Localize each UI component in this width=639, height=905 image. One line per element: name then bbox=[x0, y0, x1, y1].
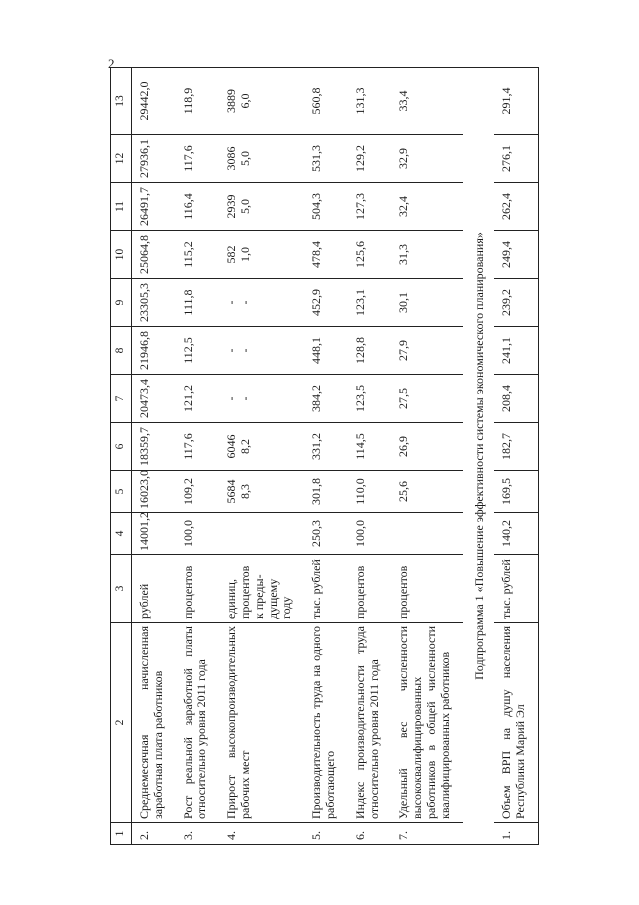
value-cell bbox=[219, 423, 304, 471]
unit: единиц, процентов к преды-дущему году bbox=[219, 555, 304, 623]
unit: процентов bbox=[348, 555, 392, 623]
indicators-table bbox=[110, 67, 539, 845]
row-number: 3. bbox=[176, 823, 220, 845]
indicator-name: Производительность труда на одного работающего bbox=[304, 623, 348, 823]
table-row bbox=[132, 68, 176, 845]
indicator-name: Прирост высокопроизводительных рабочих мест bbox=[219, 623, 304, 823]
value-cell bbox=[219, 375, 304, 423]
row-number: 4. bbox=[219, 823, 304, 845]
value-percent: - bbox=[237, 300, 252, 305]
value-cell: 25,6 bbox=[391, 471, 462, 513]
value-cell bbox=[219, 135, 304, 183]
value-units: 582 bbox=[224, 245, 239, 264]
value-cell bbox=[219, 279, 304, 327]
row-number: 1. bbox=[494, 823, 538, 845]
value-cell: 27,9 bbox=[391, 327, 462, 375]
value-cell: 129,2 bbox=[348, 135, 392, 183]
header-cell: 11 bbox=[111, 183, 132, 231]
value-cell: 331,2 bbox=[304, 423, 348, 471]
value-cell: 32,9 bbox=[391, 135, 462, 183]
value-cell: 291,4 bbox=[494, 68, 538, 135]
header-cell: 9 bbox=[111, 279, 132, 327]
value-cell: 109,2 bbox=[176, 471, 220, 513]
value-cell: 30,1 bbox=[391, 279, 462, 327]
header-cell: 10 bbox=[111, 231, 132, 279]
value-cell: 25064,8 bbox=[132, 231, 176, 279]
value-units: 3889 bbox=[224, 89, 239, 113]
header-cell: 7 bbox=[111, 375, 132, 423]
table-row bbox=[304, 68, 348, 845]
value-units: - bbox=[224, 348, 239, 353]
value-percent: 5,0 bbox=[237, 151, 252, 166]
header-cell: 5 bbox=[111, 471, 132, 513]
value-cell: 239,2 bbox=[494, 279, 538, 327]
value-cell bbox=[219, 471, 304, 513]
header-cell: 8 bbox=[111, 327, 132, 375]
value-cell: 112,5 bbox=[176, 327, 220, 375]
value-units: 6046 bbox=[224, 434, 239, 459]
value-cell: 123,5 bbox=[348, 375, 392, 423]
table-row bbox=[219, 68, 304, 845]
row-number: 7. bbox=[391, 823, 462, 845]
value-percent: 8,2 bbox=[237, 439, 252, 454]
value-units: 5684 bbox=[224, 479, 239, 504]
value-cell: 26,9 bbox=[391, 423, 462, 471]
indicator-name: Среднемесячная начисленная заработная плата работников bbox=[132, 623, 176, 823]
value-cell: 117,6 bbox=[176, 423, 220, 471]
value-cell bbox=[219, 183, 304, 231]
value-cell: 27936,1 bbox=[132, 135, 176, 183]
value-cell: 241,1 bbox=[494, 327, 538, 375]
value-cell: 116,4 bbox=[176, 183, 220, 231]
unit: рублей bbox=[132, 555, 176, 623]
unit: процентов bbox=[391, 555, 462, 623]
value-cell: 21946,8 bbox=[132, 327, 176, 375]
value-cell: 478,4 bbox=[304, 231, 348, 279]
value-cell: 121,2 bbox=[176, 375, 220, 423]
header-cell: 13 bbox=[111, 68, 132, 135]
value-cell bbox=[219, 68, 304, 135]
value-cell: 531,3 bbox=[304, 135, 348, 183]
value-cell: 182,7 bbox=[494, 423, 538, 471]
indicator-name: Объем ВРП на душу населения Республики Марий Эл bbox=[494, 623, 538, 823]
value-cell: 23305,3 bbox=[132, 279, 176, 327]
value-cell bbox=[391, 513, 462, 555]
value-cell: 128,8 bbox=[348, 327, 392, 375]
header-cell: 12 bbox=[111, 135, 132, 183]
value-cell: 33,4 bbox=[391, 68, 462, 135]
value-cell: 14001,2 bbox=[132, 513, 176, 555]
header-cell: 2 bbox=[111, 623, 132, 823]
value-percent: - bbox=[237, 348, 252, 353]
indicator-name: Индекс производительности труда относительно уровня 2011 года bbox=[348, 623, 392, 823]
header-cell: 6 bbox=[111, 423, 132, 471]
value-cell: 140,2 bbox=[494, 513, 538, 555]
value-cell: 504,3 bbox=[304, 183, 348, 231]
row-number: 5. bbox=[304, 823, 348, 845]
value-cell bbox=[219, 231, 304, 279]
unit: процентов bbox=[176, 555, 220, 623]
value-cell: 20473,4 bbox=[132, 375, 176, 423]
rotated-table-area bbox=[110, 0, 610, 845]
header-cell: 3 bbox=[111, 555, 132, 623]
page-number: 2 bbox=[108, 56, 115, 71]
value-units: - bbox=[224, 396, 239, 401]
value-cell: 262,4 bbox=[494, 183, 538, 231]
value-cell: 117,6 bbox=[176, 135, 220, 183]
value-cell: 250,3 bbox=[304, 513, 348, 555]
value-cell: 31,3 bbox=[391, 231, 462, 279]
indicator-name: Рост реальной заработной платы относительно уровня 2011 года bbox=[176, 623, 220, 823]
value-cell: 169,5 bbox=[494, 471, 538, 513]
value-cell: 131,3 bbox=[348, 68, 392, 135]
value-cell: 249,4 bbox=[494, 231, 538, 279]
value-percent: 6,0 bbox=[237, 93, 252, 109]
subprogram-row bbox=[463, 68, 495, 845]
value-cell: 32,4 bbox=[391, 183, 462, 231]
value-cell: 448,1 bbox=[304, 327, 348, 375]
value-cell: 452,9 bbox=[304, 279, 348, 327]
value-cell: 125,6 bbox=[348, 231, 392, 279]
value-cell: 100,0 bbox=[176, 513, 220, 555]
header-cell: 1 bbox=[111, 823, 132, 845]
value-cell: 110,0 bbox=[348, 471, 392, 513]
value-cell: 127,3 bbox=[348, 183, 392, 231]
unit: тыс. рублей bbox=[494, 555, 538, 623]
value-cell: 111,8 bbox=[176, 279, 220, 327]
value-percent: 1,0 bbox=[237, 247, 252, 262]
value-units: 3086 bbox=[224, 146, 239, 171]
header-cell: 4 bbox=[111, 513, 132, 555]
value-cell: 276,1 bbox=[494, 135, 538, 183]
table-row bbox=[494, 68, 538, 845]
value-cell: 118,9 bbox=[176, 68, 220, 135]
value-cell: 29442,0 bbox=[132, 68, 176, 135]
value-cell: 114,5 bbox=[348, 423, 392, 471]
value-cell: 26491,7 bbox=[132, 183, 176, 231]
value-percent: - bbox=[237, 396, 252, 401]
table-row bbox=[176, 68, 220, 845]
value-cell: 301,8 bbox=[304, 471, 348, 513]
value-cell: 100,0 bbox=[348, 513, 392, 555]
value-cell: 115,2 bbox=[176, 231, 220, 279]
row-number: 6. bbox=[348, 823, 392, 845]
value-percent: 8,3 bbox=[237, 484, 252, 499]
value-cell: 123,1 bbox=[348, 279, 392, 327]
value-cell bbox=[219, 327, 304, 375]
subprogram-heading: Подпрограмма 1 «Повышение эффективности системы экономического планирования» bbox=[463, 68, 495, 845]
value-cell bbox=[219, 513, 304, 555]
value-cell: 208,4 bbox=[494, 375, 538, 423]
value-percent: 5,0 bbox=[237, 199, 252, 214]
value-cell: 16023,0 bbox=[132, 471, 176, 513]
table-row bbox=[391, 68, 462, 845]
row-number: 2. bbox=[132, 823, 176, 845]
indicator-name: Удельный вес численности высококвалифицированных работников в общей численности квалифицированных работников bbox=[391, 623, 462, 823]
value-cell: 560,8 bbox=[304, 68, 348, 135]
table-row bbox=[348, 68, 392, 845]
value-units: 2939 bbox=[224, 194, 239, 219]
header-row bbox=[111, 68, 132, 845]
value-cell: 18359,7 bbox=[132, 423, 176, 471]
value-cell: 384,2 bbox=[304, 375, 348, 423]
unit: тыс. рублей bbox=[304, 555, 348, 623]
value-cell: 27,5 bbox=[391, 375, 462, 423]
value-units: - bbox=[224, 300, 239, 305]
